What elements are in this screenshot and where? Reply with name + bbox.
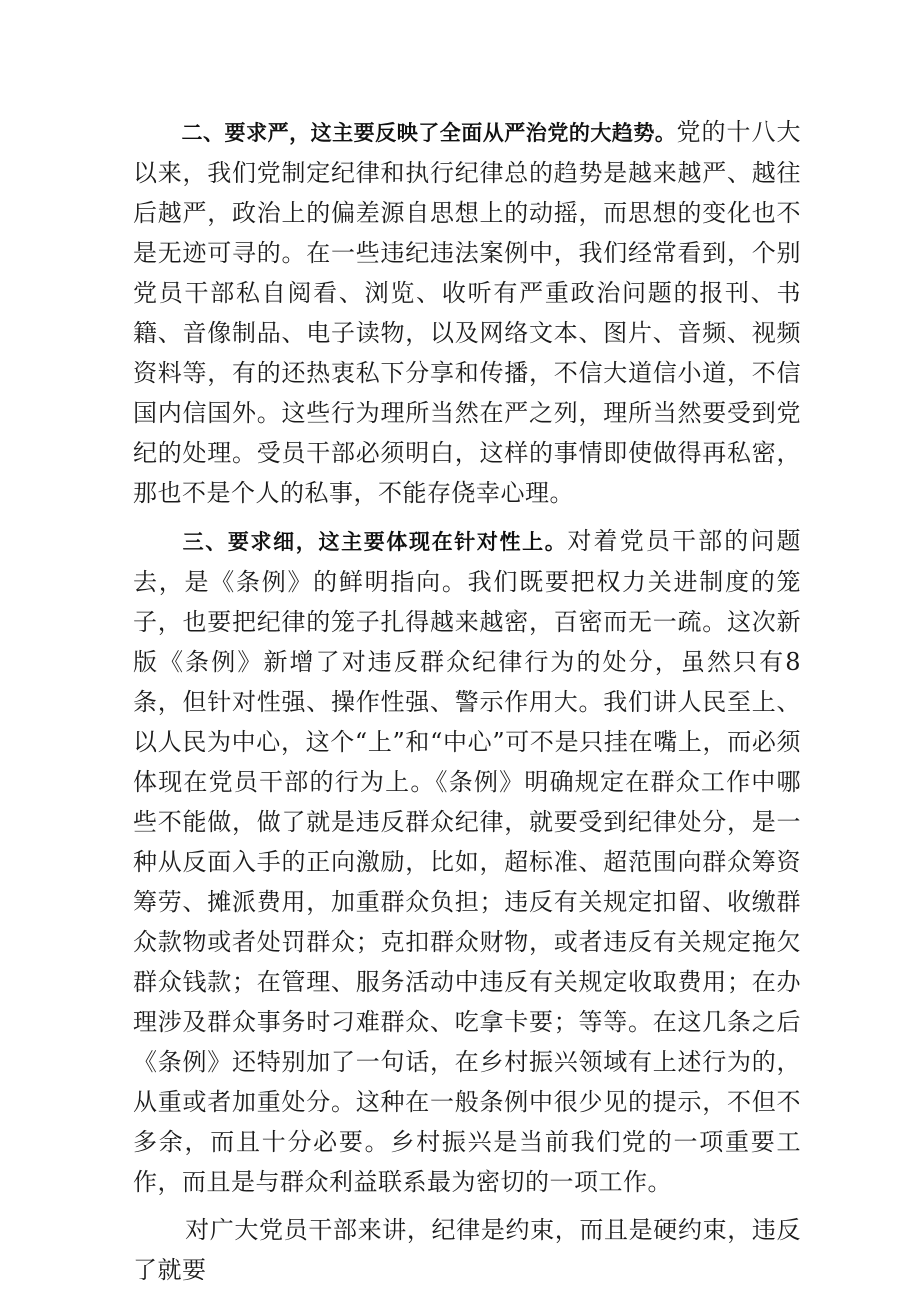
paragraph-discipline-constraint	[133, 1210, 801, 1290]
document-body	[133, 112, 801, 1290]
paragraph-strict-requirement	[133, 112, 801, 513]
paragraph-body-text: 对着党员干部的问题去，是《条例》的鲜明指向。我们既要把权力关进制度的笼子，也要把纪律的笼子扎得越来越密，百密而无一疏。这次新版《条例》新增了对违反群众纪律行为的处分，虽然只有8条，但针对性强、操作性强、警示作用大。我们讲人民至上、以人民为中心，这个“上”和“中心”可不是只挂在嘴上，而必须体现在党员干部的行为上。《条例》明确规定在群众工作中哪些不能做，做了就是违反群众纪律，就要受到纪律处分，是一种从反面入手的正向激励，比如，超标准、超范围向群众筹资筹劳、摊派费用，加重群众负担；违反有关规定扣留、收缴群众款物或者处罚群众；克扣群众财物，或者违反有关规定拖欠群众钱款；在管理、服务活动中违反有关规定收取费用；在办理涉及群众事务时刁难群众、吃拿卡要；等等。在这几条之后《条例》还特别加了一句话，在乡村振兴领域有上述行为的，从重或者加重处分。这种在一般条例中很少见的提示，不但不多余，而且十分必要。乡村振兴是当前我们党的一项重要工作，而且是与群众利益联系最为密切的一项工作。	[133, 527, 801, 1196]
paragraph-body-text: 对广大党员干部来讲，纪律是约束，而且是硬约束，违反了就要	[133, 1216, 801, 1284]
paragraph-detailed-requirement	[133, 521, 801, 1202]
paragraph-lead-heading: 三、要求细，这主要体现在针对性上。	[181, 530, 568, 554]
paragraph-body-text: 党的十八大以来，我们党制定纪律和执行纪律总的趋势是越来越严、越往后越严，政治上的偏差源自思想上的动摇，而思想的变化也不是无迹可寻的。在一些违纪违法案例中，我们经常看到，个别党员干部私自阅看、浏览、收听有严重政治问题的报刊、书籍、音像制品、电子读物，以及网络文本、图片、音频、视频资料等，有的还热衷私下分享和传播，不信大道信小道，不信国内信国外。这些行为理所当然在严之列，理所当然要受到党纪的处理。受员干部必须明白，这样的事情即使做得再私密，那也不是个人的私事，不能存侥幸心理。	[133, 118, 802, 507]
paragraph-lead-heading: 二、要求严，这主要反映了全面从严治党的大趋势。	[181, 121, 677, 145]
